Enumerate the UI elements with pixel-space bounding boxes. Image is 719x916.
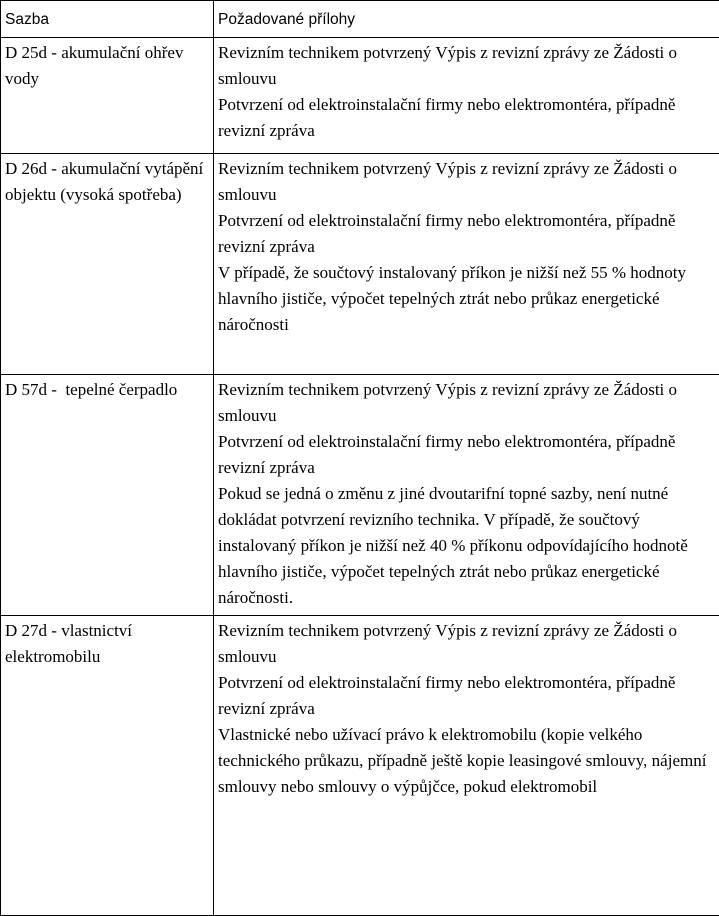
table-row [1,375,719,616]
header-attachments: Požadované přílohy [214,1,719,38]
attachment-item: Revizním technikem potvrzený Výpis z revizní zprávy ze Žádosti o smlouvu [218,377,715,429]
attachment-item: Vlastnické nebo užívací právo k elektromobilu (kopie velkého technického průkazu, případně ještě kopie leasingové smlouvy, nájemní smlouvy nebo smlouvy o výpůjčce, pokud elektromobil [218,722,715,800]
rate-cell [1,38,214,154]
rate-cell [1,375,214,616]
attachment-item: Revizním technikem potvrzený Výpis z revizní zprávy ze Žádosti o smlouvu [218,40,715,92]
rate-cell [1,616,214,916]
attachment-item: Revizním technikem potvrzený Výpis z revizní zprávy ze Žádosti o smlouvu [218,156,715,208]
header-rate: Sazba [1,1,214,38]
table-row [1,38,719,154]
attachment-item: Potvrzení od elektroinstalační firmy nebo elektromontéra, případně revizní zpráva [218,92,715,144]
attachment-item: Revizním technikem potvrzený Výpis z revizní zprávy ze Žádosti o smlouvu [218,618,715,670]
attachments-cell [214,616,719,916]
attachments-cell [214,38,719,154]
rate-cell [1,154,214,375]
table-row [1,616,719,916]
attachment-item: V případě, že součtový instalovaný příkon je nižší než 55 % hodnoty hlavního jističe, výpočet tepelných ztrát nebo průkaz energetické náročnosti [218,260,715,338]
attachment-item: Potvrzení od elektroinstalační firmy nebo elektromontéra, případně revizní zpráva [218,670,715,722]
attachments-cell [214,154,719,375]
attachment-item: Potvrzení od elektroinstalační firmy nebo elektromontéra, případně revizní zpráva [218,429,715,481]
table-header-row [1,1,719,38]
attachment-item: Pokud se jedná o změnu z jiné dvoutarifní topné sazby, není nutné dokládat potvrzení revizního technika. V případě, že součtový instalovaný příkon je nižší než 40 % příkonu odpovídajícího hodnotě hlavního jističe, výpočet tepelných ztrát nebo průkaz energetické náročnosti. [218,481,715,611]
attachment-item: Potvrzení od elektroinstalační firmy nebo elektromontéra, případně revizní zpráva [218,208,715,260]
attachments-cell [214,375,719,616]
rate-label: D 57d - tepelné čerpadlo [5,377,209,403]
rate-label: D 25d - akumulační ohřev vody [5,40,209,92]
rate-label: D 27d - vlastnictví elektromobilu [5,618,209,670]
table-row [1,154,719,375]
rate-label: D 26d - akumulační vytápění objektu (vysoká spotřeba) [5,156,209,208]
